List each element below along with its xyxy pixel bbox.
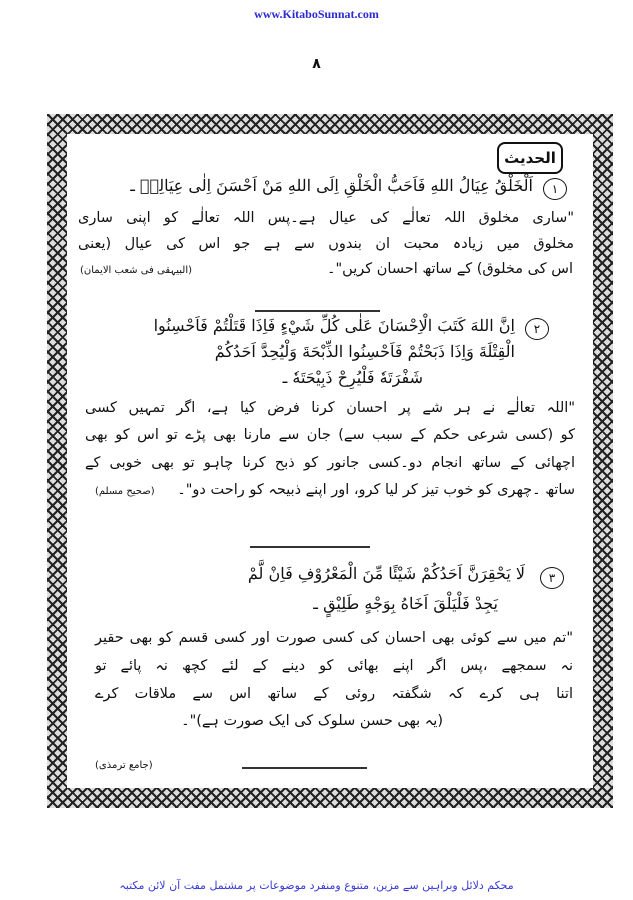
hadith-arabic-line: لَا يَحْقِرَنَّ اَحَدُكُمْ شَيْئًا مِّنَ الْمَعْرُوْفِ فَاِنْ لَّمْ: [247, 564, 525, 583]
hadith-number: ١: [543, 178, 567, 200]
page-number: ٨: [312, 56, 321, 72]
hadith-translation-line: "اللہ تعالٰے نے ہر شے پر احسان کرنا فرض کیا ہے، اگر تمہیں کسی: [85, 400, 575, 416]
site-url-link[interactable]: www.KitaboSunnat.com: [254, 7, 379, 21]
hadith-translation-line: ساتھ ۔چھری کو خوب تیز کر لیا کرو، اور اپنے ذبیحہ کو راحت دو"۔: [177, 482, 575, 498]
hadith-source: (البیہقی فی شعب الایمان): [80, 265, 193, 276]
hadith-translation-line: اتنا ہی کرے کہ شگفتہ روئی کے ساتھ اس سے ملاقات کرے: [95, 686, 573, 702]
hadith-arabic-line: اِنَّ اللهَ كَتَبَ الْاِحْسَانَ عَلٰى كُلِّ شَيْءٍ فَاِذَا قَتَلْتُمْ فَاَحْسِنُوا: [153, 316, 515, 335]
hadith-translation-line: کو (کسی شرعی حکم کے سبب سے) جان سے مارنا بھی پڑے تو اس کو بھی: [85, 427, 575, 443]
separator: [255, 310, 380, 312]
hadith-translation-line: اچھائی کے ساتھ انجام دو۔کسی جانور کو ذبح کرنا چاہو تو بھی خوبی کے: [85, 455, 575, 471]
section-heading: الحدیث: [497, 142, 563, 174]
footer-tagline: محکم دلائل وبراہین سے مزین، متنوع ومنفرد موضوعات پر مشتمل مفت آن لائن مکتبہ: [119, 879, 514, 892]
hadith-translation-line: مخلوق میں زیادہ محبت ان بندوں سے ہے جو اس کی عیال (یعنی: [78, 236, 574, 252]
separator: [242, 767, 367, 769]
hadith-arabic-line: شَفْرَتَهٗ فَلْيُرِحْ ذَبِيْحَتَهٗ ـ: [282, 368, 423, 387]
hadith-arabic-line: اَلْخَلْقُ عِيَالُ اللهِ فَاَحَبُّ الْخَلْقِ اِلَى اللهِ مَنْ اَحْسَنَ اِلٰى عِيَالِهٖ ـ: [130, 176, 533, 195]
hadith-translation-line: (یہ بھی حسن سلوک کی ایک صورت ہے)"۔: [181, 713, 443, 729]
hadith-translation-line: "ساری مخلوق اللہ تعالٰے کی عیال ہے۔پس اللہ تعالٰے کو اپنی ساری: [78, 210, 574, 226]
hadith-arabic-line: يَجِدْ فَلْيَلْقَ اَخَاهُ بِوَجْهٍ طَلِيْقٍ ـ: [313, 594, 498, 613]
hadith-translation-line: نہ سمجھے ،پس اگر اپنے بھائی کو دینے کے لئے کچھ نہ پائے تو: [95, 658, 573, 674]
hadith-source: (صحیح مسلم): [95, 486, 155, 497]
hadith-source: (جامع ترمذی): [95, 760, 153, 771]
hadith-translation-line: "تم میں سے کوئی بھی احسان کی کسی صورت اور کسی قسم کو بھی حقیر: [95, 630, 573, 646]
hadith-arabic-line: الْقِتْلَةَ وَاِذَا ذَبَحْتُمْ فَاَحْسِنُوا الذِّبْحَةَ وَلْيُحِدَّ اَحَدُكُمْ: [214, 342, 515, 361]
hadith-translation-line: اس کی مخلوق) کے ساتھ احسان کریں"۔: [327, 261, 573, 277]
hadith-number: ٣: [540, 567, 564, 589]
separator: [250, 546, 370, 548]
hadith-number: ٢: [525, 318, 549, 340]
